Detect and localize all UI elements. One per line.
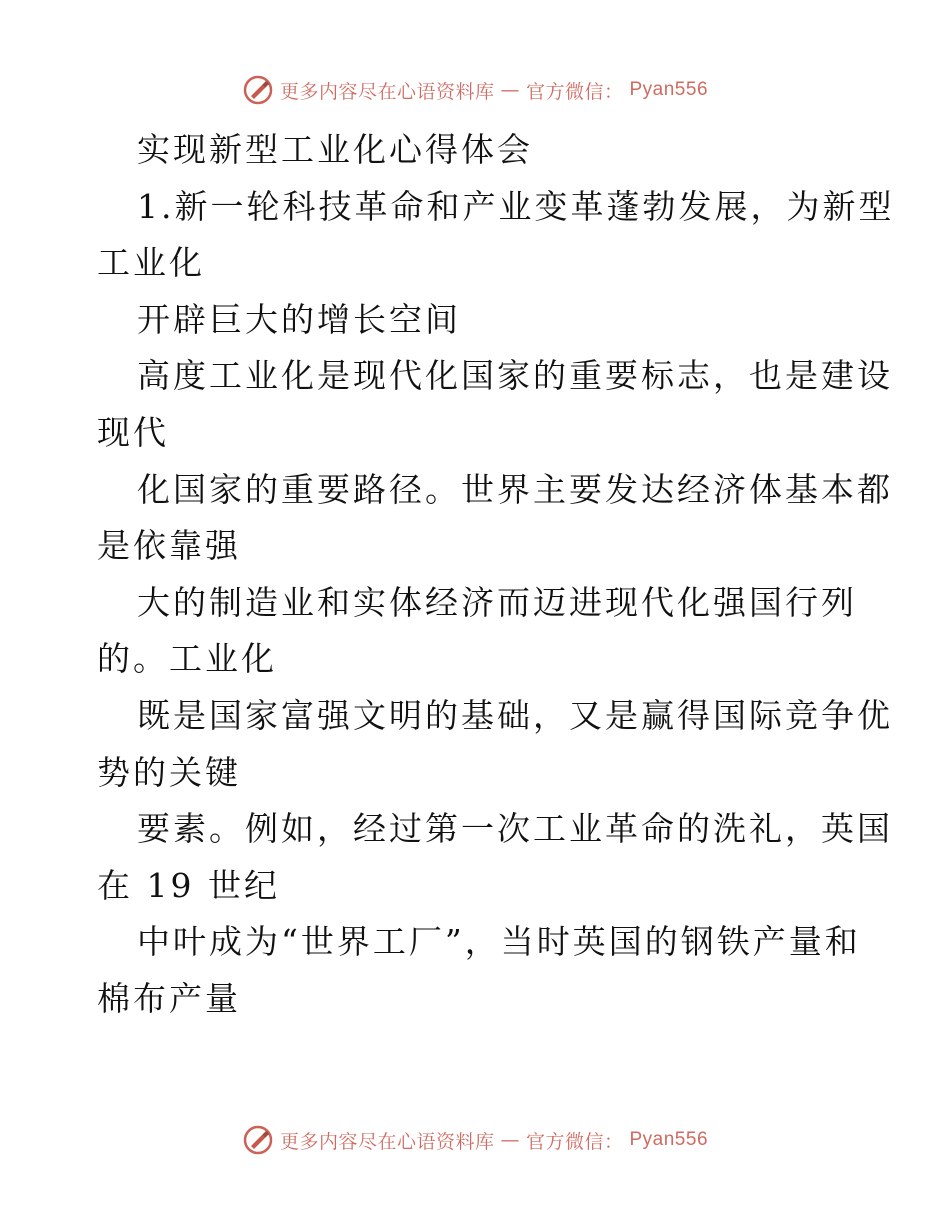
document-body bbox=[97, 122, 895, 1028]
watermark-text: 更多内容尽在心语资料库 bbox=[279, 1130, 495, 1153]
watermark-separator: — bbox=[500, 1129, 520, 1151]
text-line: 高度工业化是现代化国家的重要标志，也是建设 bbox=[137, 356, 893, 396]
text-line: 开辟巨大的增长空间 bbox=[137, 299, 461, 339]
text-line: 既是国家富强文明的基础，又是赢得国际竞争优 bbox=[137, 695, 893, 735]
text-line: 中叶成为“世界工厂”，当时英国的钢铁产量和 bbox=[137, 922, 861, 962]
text-line: 棉布产量 bbox=[97, 978, 241, 1018]
header-watermark bbox=[0, 70, 950, 110]
text-line: 要素。例如，经过第一次工业革命的洗礼，英国 bbox=[137, 809, 893, 849]
text-line: 势的关键 bbox=[97, 752, 241, 792]
text-line: 的。工业化 bbox=[97, 639, 277, 679]
text-line: 实现新型工业化心得体会 bbox=[137, 130, 533, 169]
watermark-wechat-label: 官方微信： bbox=[525, 80, 624, 103]
footer-watermark bbox=[0, 1120, 950, 1160]
watermark-text: 更多内容尽在心语资料库 bbox=[279, 80, 495, 103]
watermark-wechat-id: Pyan556 bbox=[629, 79, 709, 100]
text-line: 是依靠强 bbox=[97, 526, 241, 566]
pen-logo-icon bbox=[242, 1124, 274, 1156]
text-line: 现代 bbox=[97, 412, 169, 452]
text-line: 1.新一轮科技革命和产业变革蓬勃发展，为新型 bbox=[137, 186, 895, 226]
text-line: 工业化 bbox=[97, 243, 205, 283]
text-line: 在 19 世纪 bbox=[97, 865, 280, 905]
watermark-wechat-label: 官方微信： bbox=[525, 1130, 624, 1153]
text-line: 化国家的重要路径。世界主要发达经济体基本都 bbox=[137, 469, 893, 509]
watermark-wechat-id: Pyan556 bbox=[629, 1129, 709, 1150]
text-line: 大的制造业和实体经济而迈进现代化强国行列 bbox=[137, 582, 857, 622]
watermark-separator: — bbox=[500, 79, 520, 101]
pen-logo-icon bbox=[242, 74, 274, 106]
